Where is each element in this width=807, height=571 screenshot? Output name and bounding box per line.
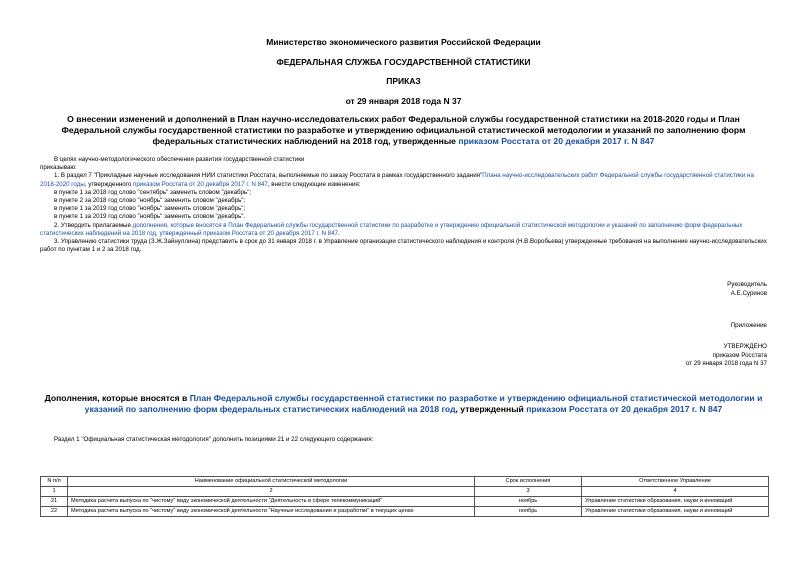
table-row [41, 507, 769, 517]
item-2-end: . [337, 229, 340, 237]
item-3: 3. Управлению статистики труда (З.Ж.Зайнуллина) представить в срок до 31 января 2018 г. в Управление организации статистического наблюдения и контроля (Н.В.Воробьева) утвержденные требования на выполнение научно-исследовательских работ по пунктам 1 и 2 за 2018 год. [40, 238, 767, 254]
table-header-row [41, 477, 769, 487]
service-heading: ФЕДЕРАЛЬНАЯ СЛУЖБА ГОСУДАРСТВЕННОЙ СТАТИСТИКИ [276, 57, 531, 67]
signature-block [727, 281, 767, 298]
appendix-order-link[interactable]: приказом Росстата от 20 декабря 2017 г. N 847 [526, 404, 723, 414]
item-2 [40, 222, 769, 238]
signature-name: А.Е.Суринов [730, 289, 767, 297]
item-1-mid: , утвержденного [84, 180, 134, 188]
intro-line: В целях научно-методологического обеспечения развития государственной статистики [54, 156, 305, 163]
table-cell: Управление статистики образования, науки и инноваций [582, 497, 769, 507]
table-header-cell: N п/п [41, 477, 68, 487]
appendix-title [40, 393, 767, 415]
table-cell: Методика расчета выпуска по "чистому" виду экономической деятельности "Деятельность в сфере телекоммуникаций" [68, 497, 475, 507]
section-note [40, 436, 769, 444]
order-title-link[interactable]: приказом Росстата от 20 декабря 2017 г. N 847 [458, 136, 655, 146]
table-cell: 21 [41, 497, 68, 507]
table-cell: 22 [41, 507, 68, 517]
order-body [40, 156, 769, 254]
table-row [41, 497, 769, 507]
approval-date: от 29 января 2018 года N 37 [685, 360, 767, 368]
table-cell: Методика расчета выпуска по "чистому" виду экономической деятельности "Научные исследования и разработки" в текущих ценах [68, 507, 475, 517]
methodology-table [40, 476, 769, 517]
sub-item-3: в пункте 1 за 2019 год слово "ноябрь" заменить словом "декабрь"; [54, 205, 246, 213]
table-cell: 4 [582, 487, 769, 497]
table-cell: 2 [68, 487, 475, 497]
item-1 [40, 172, 769, 188]
order-title [40, 114, 767, 147]
table-cell: 1 [41, 487, 68, 497]
appendix-title-pre: Дополнения, которые вносятся в [44, 393, 190, 403]
approval-block [686, 343, 767, 369]
sub-item-4: в пункте 1 за 2019 год слово "ноябрь" заменить словом "декабрь". [54, 213, 246, 221]
table-cell: ноябрь [475, 507, 582, 517]
table-header-cell: Наименование официальной статистической методологии [68, 477, 475, 487]
table-header-cell: Срок исполнения [475, 477, 582, 487]
table-cell: 3 [475, 487, 582, 497]
section-note-text: Раздел 1 "Официальная статистическая методология" дополнить позициями 21 и 22 следующего содержания: [54, 436, 374, 443]
table-numbering-row [41, 487, 769, 497]
item-1-plan-link[interactable]: Плана научно-исследовательских работ Федеральной службы государственной статистики на 2018-2020 годы [40, 172, 754, 188]
item-1-end: , внести следующие изменения: [267, 180, 361, 188]
order-title-text: О внесении изменений и дополнений в План научно-исследовательских работ Федеральной службы государственной статистики на 2018-2020 годы и План Федеральной службы государственной статистики по разработке и утверждению официальной статистической методологии и указаний по заполнению форм федеральных статистических наблюдений на 2018 год, утвержденные [61, 114, 746, 146]
table-cell: ноябрь [475, 497, 582, 507]
item-1-order-link[interactable]: приказом Росстата от 20 декабря 2017 г. N 847 [133, 180, 268, 188]
intro-command: приказываю: [40, 164, 77, 172]
approval-by: приказом Росстата [712, 351, 767, 359]
table-header-cell: Ответственное Управление [582, 477, 769, 487]
item-1-text: 1. В раздел 7 "Прикладные научные исследования НИИ статистики Росстата, выполняемые по заказу Росстата в рамках государственного задания" [54, 172, 483, 180]
signature-position: Руководитель [727, 281, 767, 288]
sub-item-1: в пункте 1 за 2018 год слово "сентябрь" заменить словом "декабрь"; [54, 188, 252, 196]
doc-type-heading: ПРИКАЗ [386, 76, 421, 86]
ministry-heading: Министерство экономического развития Российской Федерации [266, 37, 541, 47]
sub-item-2: в пункте 2 за 2018 год слово "ноябрь" заменить словом "декабрь"; [54, 197, 246, 205]
appendix-title-mid: , утвержденный [455, 404, 527, 414]
approval-status: УТВЕРЖДЕНО [723, 343, 767, 350]
item-2-additions-link[interactable]: дополнения, которые вносятся в План Федеральной службы государственной статистики по разработке и утверждению официальной статистической методологии и указаний по заполнению форм федеральных статистических наблюдений на 2018 год, утвержденный приказом Росстата от 20 декабря 2017 г. N 847 [40, 221, 743, 237]
order-date: от 29 января 2018 года N 37 [345, 96, 462, 106]
table-cell: Управление статистики образования, науки и инноваций [582, 507, 769, 517]
item-2-text: 2. Утвердить прилагаемые [54, 221, 133, 229]
appendix-label: Приложение [730, 322, 767, 329]
appendix-plan-link[interactable]: План Федеральной службы государственной статистики по разработке и утверждению официальной статистической методологии и указаний по заполнению форм федеральных статистических наблюдений на 2018 год [84, 393, 763, 414]
